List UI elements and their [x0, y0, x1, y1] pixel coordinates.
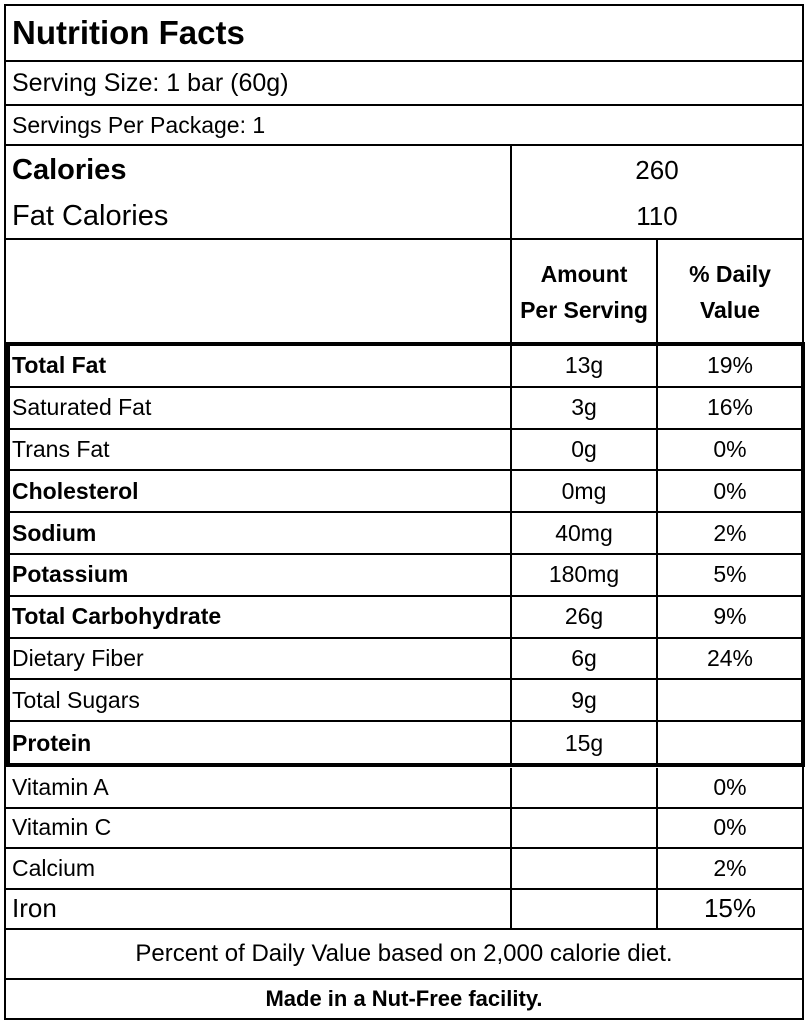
footnote-row	[6, 930, 802, 980]
nutrient-amount: 180mg	[510, 555, 656, 595]
vitamin-amount	[510, 768, 656, 807]
nutrition-label	[4, 4, 804, 1020]
facility-note: Made in a Nut-Free facility.	[265, 986, 543, 1011]
footnote: Percent of Daily Value based on 2,000 calorie diet.	[135, 940, 673, 967]
nutrient-name: Total Fat	[12, 352, 107, 379]
nutrient-amount: 0mg	[510, 471, 656, 511]
vitamin-row	[6, 890, 802, 931]
nutrient-daily-value: 9%	[656, 597, 802, 637]
vitamin-row	[6, 809, 802, 850]
vitamin-amount	[510, 849, 656, 888]
vitamin-row	[6, 849, 802, 890]
nutrient-name: Total Carbohydrate	[12, 603, 222, 630]
vitamin-daily-value: 15%	[656, 890, 802, 929]
vitamin-name: Vitamin C	[12, 814, 112, 841]
nutrient-name: Protein	[12, 729, 92, 756]
calories-value: 260	[510, 146, 802, 194]
column-header-row	[6, 240, 802, 344]
nutrient-row	[6, 388, 802, 430]
title-row	[6, 6, 802, 62]
vitamin-daily-value: 2%	[656, 849, 802, 888]
serving-size-row	[6, 62, 802, 106]
nutrient-amount: 40mg	[510, 513, 656, 553]
servings-per-package-row	[6, 106, 802, 146]
nutrient-daily-value: 0%	[656, 471, 802, 511]
vitamin-name: Iron	[12, 893, 57, 924]
serving-size: Serving Size: 1 bar (60g)	[12, 68, 289, 97]
nutrient-name: Potassium	[12, 561, 129, 588]
nutrient-row	[6, 471, 802, 513]
nutrient-daily-value	[656, 680, 802, 720]
nutrient-daily-value: 5%	[656, 555, 802, 595]
nutrient-row	[6, 346, 802, 388]
nutrient-amount: 26g	[510, 597, 656, 637]
nutrient-amount: 6g	[510, 639, 656, 679]
vitamin-amount	[510, 890, 656, 929]
nutrient-amount: 0g	[510, 430, 656, 470]
nutrient-row	[6, 513, 802, 555]
nutrient-row	[6, 555, 802, 597]
label-title: Nutrition Facts	[12, 14, 245, 51]
nutrient-name: Saturated Fat	[12, 394, 152, 421]
nutrient-name: Trans Fat	[12, 435, 110, 462]
vitamin-daily-value: 0%	[656, 768, 802, 807]
vitamin-amount	[510, 809, 656, 848]
nutrient-row	[6, 597, 802, 639]
nutrient-daily-value: 0%	[656, 430, 802, 470]
vitamin-row	[6, 768, 802, 809]
header-blank	[6, 240, 510, 344]
nutrient-daily-value: 2%	[656, 513, 802, 553]
nutrient-row	[6, 430, 802, 472]
fat-calories-value: 110	[510, 194, 802, 238]
nutrient-amount: 13g	[510, 346, 656, 386]
vitamin-daily-value: 0%	[656, 809, 802, 848]
servings-per-package: Servings Per Package: 1	[12, 111, 266, 138]
nutrient-amount: 15g	[510, 722, 656, 764]
nutrient-name: Dietary Fiber	[12, 644, 144, 671]
nutrient-daily-value: 24%	[656, 639, 802, 679]
nutrient-daily-value	[656, 722, 802, 764]
nutrient-name: Cholesterol	[12, 477, 139, 504]
daily-value-header: % Daily Value	[656, 240, 802, 344]
facility-row	[6, 980, 802, 1018]
nutrient-amount: 3g	[510, 388, 656, 428]
nutrient-name: Sodium	[12, 519, 97, 546]
fat-calories-row	[6, 194, 802, 240]
nutrient-row	[6, 680, 802, 722]
fat-calories-label: Fat Calories	[12, 199, 169, 232]
nutrient-row	[6, 722, 802, 764]
nutrient-amount: 9g	[510, 680, 656, 720]
nutrient-row	[6, 639, 802, 681]
amount-header: Amount Per Serving	[510, 240, 656, 344]
calories-row	[6, 146, 802, 194]
calories-label: Calories	[12, 153, 127, 186]
vitamin-name: Vitamin A	[12, 773, 109, 800]
nutrient-daily-value: 16%	[656, 388, 802, 428]
nutrient-daily-value: 19%	[656, 346, 802, 386]
nutrient-name: Total Sugars	[12, 686, 140, 713]
vitamin-name: Calcium	[12, 854, 96, 881]
